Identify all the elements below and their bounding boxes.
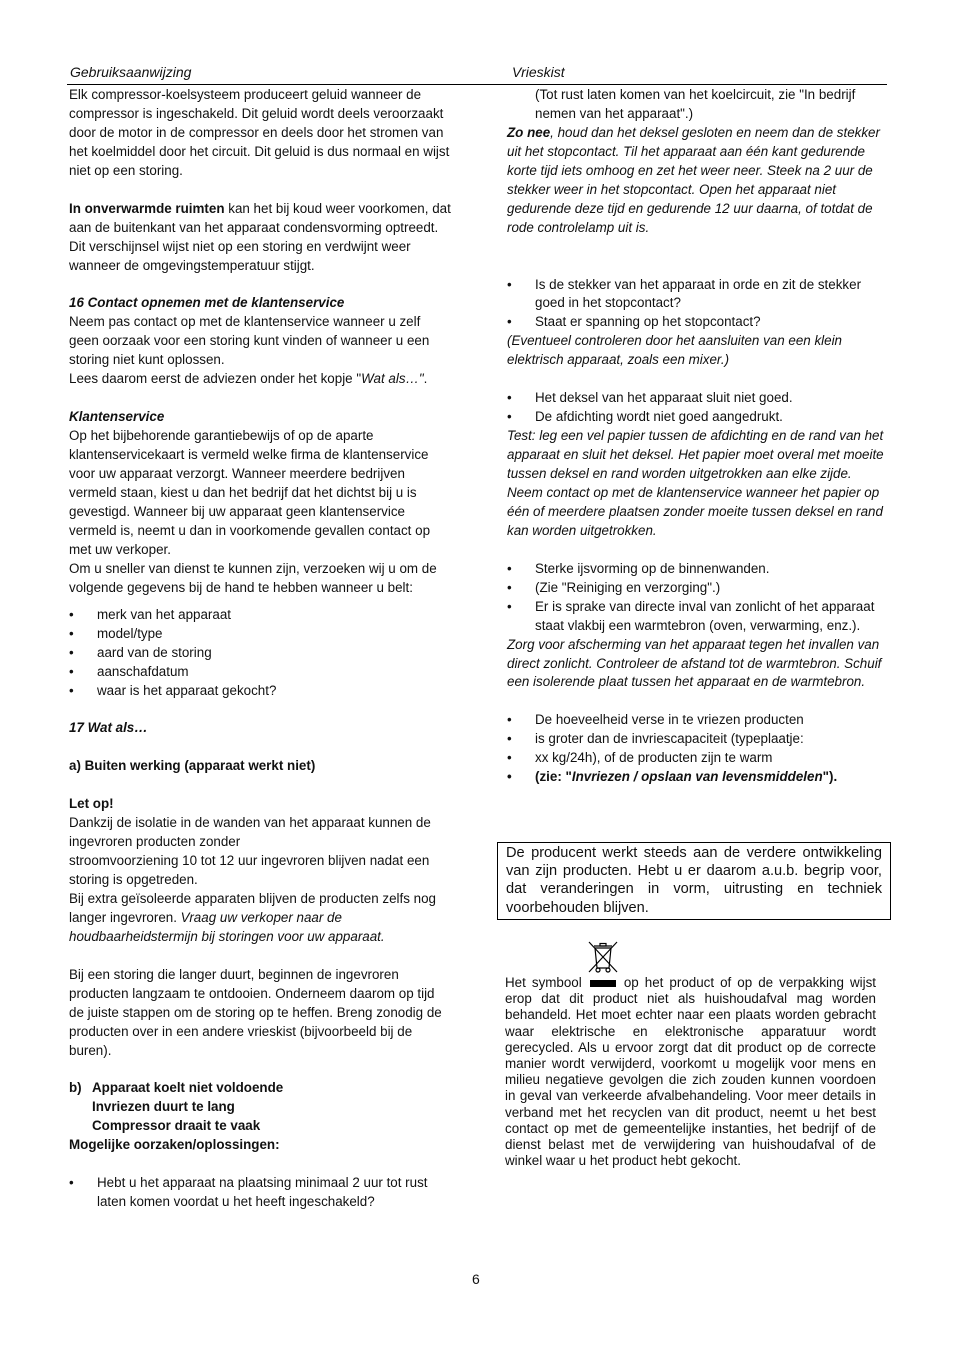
bullet-icon: • [507,769,512,785]
italic-text: Vraag uw verkoper naar de houdbaarheidstermijn bij storingen voor uw apparaat. [69,909,385,944]
list-item [507,711,891,730]
text: (zie: " [535,769,572,785]
weee-bar-icon [590,980,616,987]
list-item [69,682,453,701]
list-item [507,389,891,408]
list-causes-1 [69,1174,453,1212]
bullet-icon: • [69,644,74,660]
paragraph-compressor-noise: Elk compressor-koelsysteem produceert geluid wanneer de compressor is ingeschakeld. Dit geluid wordt deels veroorzaakt door de motor in de compressor en deels door het stromen van het koelmiddel door het circuit. Dit geluid is dus normaal en wijst niet op een storing. [69,87,450,178]
paragraph-have-data: Om u sneller van dienst te kunnen zijn, verzoeken wij u om de volgende gegevens bij de hand te hebben wanneer u belt: [69,560,437,595]
list-item-text: Hebt u het apparaat na plaatsing minimaal 2 uur tot rust laten komen voordat u het heeft ingeschakeld? [97,1175,428,1210]
list-item [507,579,891,598]
paragraph-text: kan het bij koud weer voorkomen, dat aan de buitenkant van het apparaat condensvorming optreedt. Dit verschijnsel wijst niet op een storing en verdwijnt weer wanneer de omgevingstemperatuur stijgt. [69,200,451,273]
list-item-text: (Zie "Reiniging en verzorging".) [535,579,721,595]
list-item-text: De hoeveelheid verse in te vriezen producten [535,712,804,728]
right-column [507,86,891,787]
bullet-icon: • [507,579,512,595]
list-item-text: model/type [97,625,163,641]
paragraph-service-card: Op het bijbehorende garantiebewijs of op de aparte klantenservicekaart is vermeld welke firma de klantenservice voor uw apparaat verzorgt. Wanneer meerdere bedrijven vermeld staan, kiest u dan het bedrijf dat het dichtst bij u is gevestigd. Wanneer bij uw apparaat geen klantenservice vermeld is, neemt u dan in voorkomende gevallen contact op met uw verkoper. [69,428,431,557]
list-item-text: De afdichting wordt niet goed aangedrukt. [535,409,783,425]
bullet-icon: • [507,276,512,292]
list-causes-5 [507,711,891,787]
header-title-right: Vrieskist [512,64,565,80]
list-item [507,313,891,332]
heading-b [69,1079,453,1136]
heading-klantenservice: Klantenservice [69,409,165,425]
paragraph-extra-insulated [69,890,453,947]
weee-disposal-text [505,975,876,1169]
list-item [507,560,891,579]
heading-let-op: Let op! [69,796,114,812]
bullet-icon: • [69,625,74,641]
list-item [507,598,891,636]
text: "). [822,769,838,785]
header-title-left: Gebruiksaanwijzing [70,64,192,80]
list-item [507,408,891,427]
bold-lead: In onverwarmde ruimten [69,200,225,216]
list-item-text: aard van de storing [97,644,212,660]
bullet-icon: • [69,682,74,698]
list-item-text: Is de stekker van het apparaat in orde en zit de stekker goed in het stopcontact? [535,276,862,311]
bullet-icon: • [507,409,512,425]
list-item [69,644,453,663]
list-item-text: Het deksel van het apparaat sluit niet goed. [535,390,793,406]
paragraph-paper-test: Test: leg een vel papier tussen de afdichting en de rand van het apparaat en sluit het deksel. Het papier moet overal met moeite tussen deksel en rand worden uitgetrokken aan elke zijde. Neem contact op met de klantenservice wanneer het papier op één of meerdere plaatsen zonder moeite tussen deksel en rand kan worden uitgetrokken. [507,428,884,538]
italic-ref: Wat als…" [361,371,424,387]
list-contact-data [69,606,453,701]
paragraph-text: , houd dan het deksel gesloten en neem dan de stekker uit het stopcontact. Til het apparaat aan één kant gedurende korte tijd iets omhoog en zet het weer neer. Steek na 2 uur de stekker weer in het stopcontact. Open het apparaat niet gedurende deze tijd en gedurende 12 uur daarna, of totdat de rode controlelamp uit is. [507,124,880,235]
heading-17: 17 Wat als… [69,720,148,736]
bullet-icon: • [507,712,512,728]
bullet-icon: • [507,390,512,406]
crossed-out-wheelie-bin-icon [586,940,620,974]
list-item-text: Er is sprake van directe inval van zonlicht of het apparaat staat vlakbij een warmtebron (oven, verwarming, enz.). [535,598,875,633]
list-causes-4 [507,560,891,636]
bullet-icon: • [69,663,74,679]
bullet-icon: • [507,314,512,330]
paragraph-insulation: Dankzij de isolatie in de wanden van het apparaat kunnen de ingevroren producten zonder [69,815,431,850]
bullet-icon: • [507,598,512,614]
bullet-icon: • [507,750,512,766]
list-item [69,1174,453,1212]
text: . [423,371,428,387]
list-item-text: xx kg/24h), of de producten zijn te warm [535,750,773,766]
heading-b-line: Compressor draait te vaak [92,1118,261,1134]
bullet-icon: • [69,606,74,622]
list-item [69,606,453,625]
italic-ref: Invriezen / opslaan van levensmiddelen [571,769,823,785]
text: op het product of op de verpakking wijst erop dat dit product niet als huishoudafval mag worden behandeld. Het moet echter naar een plaats worden gebracht waar elektrische en elektronische apparatuur wordt gerecycled. Als u ervoor zorgt dat dit product op de correcte manier wordt verwijderd, voorkomt u mogelijk voor mens en milieu negatieve gevolgen die zich zouden kunnen voordoen in geval van verkeerde afvalbehandeling. Voor meer details in verband met het recyclen van dit product, neemt u het best contact op met de gemeentelijke instanties, het bedrijf of de dienst belast met de verwijdering van huishoudafval of de winkel waar u het product hebt gekocht. [505,975,876,1169]
bullet-icon: • [69,1175,74,1191]
notice-box: De producent werkt steeds aan de verdere ontwikkeling van zijn producten. Hebt u er daarom a.u.b. begrip voor, dat veranderingen in vorm, uitrusting en techniek voorbehouden blijven. [497,842,891,920]
heading-b-line: Apparaat koelt niet voldoende [92,1080,284,1096]
list-causes-2 [507,276,891,333]
heading-b-line: Invriezen duurt te lang [92,1099,235,1115]
header-rule [67,84,887,85]
list-item-text: Sterke ijsvorming op de binnenwanden. [535,560,770,576]
heading-a: a) Buiten werking (apparaat werkt niet) [69,758,316,774]
paragraph-check-socket: (Eventueel controleren door het aansluiten van een klein elektrisch apparaat, zoals een mixer.) [507,333,842,368]
bullet-icon: • [507,731,512,747]
text: Bij extra geïsoleerde apparaten blijven de producten zelfs nog langer ingevroren. [69,890,436,925]
list-item-text: Staat er spanning op het stopcontact? [535,314,761,330]
paragraph-long-outage: Bij een storing die langer duurt, beginnen de ingevroren producten langzaam te ontdooien. Onderneem daarom op tijd de juiste stappen om de storing op te heffen. Breng zonodig de producten over in een andere vrieskist (bijvoorbeeld bij de buren). [69,966,442,1058]
paragraph-contact: Neem pas contact op met de klantenservice wanneer u zelf geen oorzaak voor een storing kunt vinden of wanneer u een storing niet kunt oplossen. [69,314,430,368]
list-item [507,276,891,314]
left-column [69,86,453,1212]
list-item [69,625,453,644]
paragraph-read-advice [69,370,453,389]
paragraph-if-not [507,124,891,238]
list-item [69,663,453,682]
heading-b-label: b) [69,1080,82,1096]
list-item [507,749,891,768]
list-item-text: is groter dan de invriescapaciteit (typeplaatje: [535,731,804,747]
paragraph-sunlight: Zorg voor afscherming van het apparaat tegen het invallen van direct zonlicht. Controleer de afstand tot de warmtebron. Schuif een isolerende plaat tussen het apparaat en de warmtebron. [507,636,882,690]
list-item [507,768,891,787]
list-item-text: merk van het apparaat [97,606,231,622]
paragraph-no-power: stroomvoorziening 10 tot 12 uur ingevroren blijven nadat een storing is opgetreden. [69,853,430,887]
heading-causes: Mogelijke oorzaken/oplossingen: [69,1137,280,1153]
text: Het symbool [505,975,582,990]
list-causes-3 [507,389,891,427]
list-item [507,730,891,749]
text: Lees daarom eerst de adviezen onder het kopje " [69,371,362,387]
list-item-text: aanschafdatum [97,663,189,679]
list-item-text: waar is het apparaat gekocht? [97,682,277,698]
heading-16: 16 Contact opnemen met de klantenservice [69,295,345,311]
paragraph-condensation [69,200,453,276]
bold-lead: Zo nee [507,124,551,140]
paragraph-continuation: (Tot rust laten komen van het koelcircuit, zie "In bedrijf nemen van het apparaat".) [535,87,856,121]
page-number: 6 [472,1271,480,1287]
bullet-icon: • [507,560,512,576]
